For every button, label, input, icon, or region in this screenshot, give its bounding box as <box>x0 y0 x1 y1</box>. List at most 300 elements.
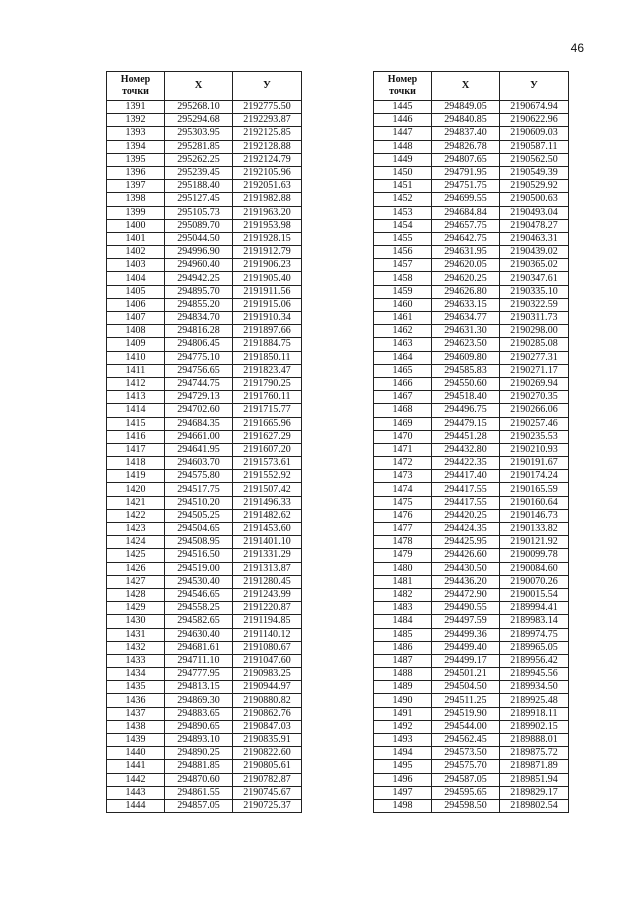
point-number-cell: 1487 <box>374 654 432 667</box>
table-row <box>107 417 302 430</box>
y-coordinate-cell: 2191665.96 <box>233 417 302 430</box>
y-coordinate-cell: 2191507.42 <box>233 483 302 496</box>
x-coordinate-cell: 294626.80 <box>432 285 500 298</box>
y-coordinate-cell: 2191496.33 <box>233 496 302 509</box>
y-coordinate-cell: 2191453.60 <box>233 523 302 536</box>
y-coordinate-cell: 2190782.87 <box>233 773 302 786</box>
x-coordinate-cell: 294744.75 <box>165 377 233 390</box>
y-coordinate-cell: 2189974.75 <box>500 628 569 641</box>
x-coordinate-cell: 294641.95 <box>165 443 233 456</box>
x-coordinate-cell: 295262.25 <box>165 153 233 166</box>
x-coordinate-cell: 294417.55 <box>432 483 500 496</box>
table-row <box>107 312 302 325</box>
table-row <box>107 602 302 615</box>
point-number-cell: 1468 <box>374 404 432 417</box>
y-coordinate-cell: 2190587.11 <box>500 140 569 153</box>
y-coordinate-cell: 2190847.03 <box>233 720 302 733</box>
x-coordinate-cell: 295188.40 <box>165 180 233 193</box>
point-number-cell: 1421 <box>107 496 165 509</box>
table-row <box>374 799 569 812</box>
page-number: 46 <box>570 41 584 55</box>
y-coordinate-cell: 2190070.26 <box>500 575 569 588</box>
x-coordinate-cell: 294582.65 <box>165 615 233 628</box>
y-coordinate-cell: 2190549.39 <box>500 166 569 179</box>
y-coordinate-cell: 2191220.87 <box>233 602 302 615</box>
table-row <box>374 246 569 259</box>
point-number-cell: 1403 <box>107 259 165 272</box>
y-coordinate-cell: 2191573.61 <box>233 457 302 470</box>
x-coordinate-cell: 294505.25 <box>165 509 233 522</box>
x-coordinate-cell: 294432.80 <box>432 443 500 456</box>
x-coordinate-cell: 294575.70 <box>432 760 500 773</box>
y-coordinate-cell: 2190478.27 <box>500 219 569 232</box>
y-coordinate-cell: 2190745.67 <box>233 786 302 799</box>
x-coordinate-cell: 294775.10 <box>165 351 233 364</box>
table-row <box>374 404 569 417</box>
x-coordinate-cell: 294834.70 <box>165 312 233 325</box>
x-coordinate-cell: 294806.45 <box>165 338 233 351</box>
table-row <box>107 246 302 259</box>
table-row <box>107 694 302 707</box>
table-row <box>374 457 569 470</box>
table-header-row <box>107 72 302 101</box>
table-row <box>107 641 302 654</box>
point-number-cell: 1407 <box>107 312 165 325</box>
x-coordinate-cell: 294546.65 <box>165 588 233 601</box>
y-coordinate-cell: 2190835.91 <box>233 734 302 747</box>
x-coordinate-cell: 295105.73 <box>165 206 233 219</box>
point-number-cell: 1433 <box>107 654 165 667</box>
y-coordinate-cell: 2190725.37 <box>233 799 302 812</box>
x-coordinate-cell: 295303.95 <box>165 127 233 140</box>
point-number-cell: 1480 <box>374 562 432 575</box>
table-row <box>374 127 569 140</box>
point-number-cell: 1464 <box>374 351 432 364</box>
table-row <box>374 549 569 562</box>
point-number-cell: 1396 <box>107 166 165 179</box>
y-coordinate-cell: 2191910.34 <box>233 312 302 325</box>
y-coordinate-cell: 2190174.24 <box>500 470 569 483</box>
x-coordinate-cell: 294699.55 <box>432 193 500 206</box>
x-coordinate-cell: 294544.00 <box>432 720 500 733</box>
point-number-cell: 1406 <box>107 298 165 311</box>
y-coordinate-cell: 2190277.31 <box>500 351 569 364</box>
point-number-cell: 1498 <box>374 799 432 812</box>
point-number-cell: 1496 <box>374 773 432 786</box>
x-coordinate-cell: 294777.95 <box>165 668 233 681</box>
y-coordinate-cell: 2191243.99 <box>233 588 302 601</box>
point-number-cell: 1461 <box>374 312 432 325</box>
table-row <box>374 219 569 232</box>
y-coordinate-cell: 2190609.03 <box>500 127 569 140</box>
x-coordinate-cell: 294870.60 <box>165 773 233 786</box>
point-number-cell: 1439 <box>107 734 165 747</box>
table-row <box>374 734 569 747</box>
x-coordinate-cell: 294426.60 <box>432 549 500 562</box>
table-row <box>107 272 302 285</box>
point-number-cell: 1471 <box>374 443 432 456</box>
y-coordinate-cell: 2190674.94 <box>500 101 569 114</box>
y-coordinate-cell: 2189925.48 <box>500 694 569 707</box>
y-coordinate-cell: 2190439.02 <box>500 246 569 259</box>
y-coordinate-cell: 2191080.67 <box>233 641 302 654</box>
x-coordinate-cell: 294681.61 <box>165 641 233 654</box>
point-number-cell: 1435 <box>107 681 165 694</box>
point-number-cell: 1451 <box>374 180 432 193</box>
table-row <box>107 786 302 799</box>
x-coordinate-cell: 294424.35 <box>432 523 500 536</box>
x-coordinate-cell: 294630.40 <box>165 628 233 641</box>
x-coordinate-cell: 294711.10 <box>165 654 233 667</box>
table-row <box>374 351 569 364</box>
y-coordinate-cell: 2189802.54 <box>500 799 569 812</box>
table-row <box>107 681 302 694</box>
table-row <box>374 747 569 760</box>
point-number-cell: 1486 <box>374 641 432 654</box>
y-coordinate-cell: 2191823.47 <box>233 364 302 377</box>
x-coordinate-cell: 294585.83 <box>432 364 500 377</box>
y-coordinate-cell: 2191482.62 <box>233 509 302 522</box>
x-coordinate-cell: 294598.50 <box>432 799 500 812</box>
table-row <box>374 470 569 483</box>
x-coordinate-cell: 294791.95 <box>432 166 500 179</box>
table-row <box>107 391 302 404</box>
x-coordinate-cell: 294508.95 <box>165 536 233 549</box>
table-row <box>374 114 569 127</box>
y-coordinate-cell: 2190235.53 <box>500 430 569 443</box>
y-coordinate-cell: 2191963.20 <box>233 206 302 219</box>
point-number-cell: 1476 <box>374 509 432 522</box>
point-number-cell: 1474 <box>374 483 432 496</box>
x-coordinate-cell: 294417.55 <box>432 496 500 509</box>
table-row <box>107 457 302 470</box>
x-coordinate-cell: 294642.75 <box>432 232 500 245</box>
table-row <box>374 641 569 654</box>
point-number-cell: 1456 <box>374 246 432 259</box>
y-coordinate-cell: 2190983.25 <box>233 668 302 681</box>
point-number-cell: 1457 <box>374 259 432 272</box>
point-number-cell: 1458 <box>374 272 432 285</box>
table-row <box>107 404 302 417</box>
table-row <box>374 681 569 694</box>
x-coordinate-cell: 294623.50 <box>432 338 500 351</box>
x-coordinate-cell: 294634.77 <box>432 312 500 325</box>
coordinates-table-right <box>373 71 569 813</box>
y-coordinate-cell: 2189888.01 <box>500 734 569 747</box>
header-point-number <box>107 72 165 101</box>
x-coordinate-cell: 294422.35 <box>432 457 500 470</box>
x-coordinate-cell: 294807.65 <box>432 153 500 166</box>
table-row <box>374 786 569 799</box>
x-coordinate-cell: 294499.17 <box>432 654 500 667</box>
y-coordinate-cell: 2189983.14 <box>500 615 569 628</box>
point-number-cell: 1437 <box>107 707 165 720</box>
table-row <box>107 285 302 298</box>
x-coordinate-cell: 294603.70 <box>165 457 233 470</box>
x-coordinate-cell: 294417.40 <box>432 470 500 483</box>
table-row <box>107 219 302 232</box>
point-number-cell: 1409 <box>107 338 165 351</box>
point-number-cell: 1393 <box>107 127 165 140</box>
table-row <box>107 615 302 628</box>
x-coordinate-cell: 294893.10 <box>165 734 233 747</box>
table-row <box>107 668 302 681</box>
y-coordinate-cell: 2191047.60 <box>233 654 302 667</box>
point-number-cell: 1440 <box>107 747 165 760</box>
table-row <box>374 272 569 285</box>
x-coordinate-cell: 294960.40 <box>165 259 233 272</box>
y-coordinate-cell: 2191194.85 <box>233 615 302 628</box>
table-row <box>374 483 569 496</box>
table-row <box>107 232 302 245</box>
y-coordinate-cell: 2190121.92 <box>500 536 569 549</box>
header-y: У <box>233 72 302 101</box>
point-number-cell: 1481 <box>374 575 432 588</box>
point-number-cell: 1391 <box>107 101 165 114</box>
point-number-cell: 1465 <box>374 364 432 377</box>
table-row <box>107 562 302 575</box>
point-number-cell: 1443 <box>107 786 165 799</box>
table-row <box>374 536 569 549</box>
y-coordinate-cell: 2190298.00 <box>500 325 569 338</box>
y-coordinate-cell: 2191905.40 <box>233 272 302 285</box>
point-number-cell: 1436 <box>107 694 165 707</box>
table-row <box>107 325 302 338</box>
y-coordinate-cell: 2190165.59 <box>500 483 569 496</box>
header-y: У <box>500 72 569 101</box>
point-number-cell: 1495 <box>374 760 432 773</box>
x-coordinate-cell: 294813.15 <box>165 681 233 694</box>
point-number-cell: 1475 <box>374 496 432 509</box>
y-coordinate-cell: 2191928.15 <box>233 232 302 245</box>
x-coordinate-cell: 295089.70 <box>165 219 233 232</box>
point-number-cell: 1408 <box>107 325 165 338</box>
y-coordinate-cell: 2190257.46 <box>500 417 569 430</box>
point-number-cell: 1411 <box>107 364 165 377</box>
x-coordinate-cell: 294890.65 <box>165 720 233 733</box>
header-point-number <box>374 72 432 101</box>
table-row <box>107 734 302 747</box>
x-coordinate-cell: 294620.05 <box>432 259 500 272</box>
x-coordinate-cell: 294869.30 <box>165 694 233 707</box>
table-row <box>374 338 569 351</box>
table-row <box>107 153 302 166</box>
table-row <box>374 496 569 509</box>
x-coordinate-cell: 294573.50 <box>432 747 500 760</box>
x-coordinate-cell: 294504.50 <box>432 681 500 694</box>
table-row <box>374 259 569 272</box>
table-row <box>374 575 569 588</box>
header-x: X <box>165 72 233 101</box>
table-row <box>374 312 569 325</box>
point-number-cell: 1460 <box>374 298 432 311</box>
table-row <box>107 549 302 562</box>
table-row <box>107 760 302 773</box>
y-coordinate-cell: 2191790.25 <box>233 377 302 390</box>
table-row <box>374 391 569 404</box>
point-number-cell: 1430 <box>107 615 165 628</box>
x-coordinate-cell: 294751.75 <box>432 180 500 193</box>
y-coordinate-cell: 2190311.73 <box>500 312 569 325</box>
point-number-cell: 1497 <box>374 786 432 799</box>
x-coordinate-cell: 294575.80 <box>165 470 233 483</box>
table-row <box>374 140 569 153</box>
point-number-cell: 1478 <box>374 536 432 549</box>
header-point-number-line1: Номер <box>387 74 418 85</box>
x-coordinate-cell: 294516.50 <box>165 549 233 562</box>
y-coordinate-cell: 2190335.10 <box>500 285 569 298</box>
x-coordinate-cell: 295044.50 <box>165 232 233 245</box>
y-coordinate-cell: 2192293.87 <box>233 114 302 127</box>
y-coordinate-cell: 2189875.72 <box>500 747 569 760</box>
x-coordinate-cell: 294631.95 <box>432 246 500 259</box>
y-coordinate-cell: 2191911.56 <box>233 285 302 298</box>
header-point-number-line1: Номер <box>120 74 151 85</box>
y-coordinate-cell: 2191897.66 <box>233 325 302 338</box>
point-number-cell: 1489 <box>374 681 432 694</box>
table-row <box>107 206 302 219</box>
y-coordinate-cell: 2190822.60 <box>233 747 302 760</box>
point-number-cell: 1479 <box>374 549 432 562</box>
table-row <box>374 443 569 456</box>
x-coordinate-cell: 294816.28 <box>165 325 233 338</box>
x-coordinate-cell: 294490.55 <box>432 602 500 615</box>
header-point-number-line2: точки <box>122 86 149 97</box>
table-row <box>107 470 302 483</box>
table-row <box>107 114 302 127</box>
x-coordinate-cell: 295281.85 <box>165 140 233 153</box>
x-coordinate-cell: 294840.85 <box>432 114 500 127</box>
coordinates-table-left-body <box>107 101 302 813</box>
table-row <box>374 417 569 430</box>
x-coordinate-cell: 294849.05 <box>432 101 500 114</box>
y-coordinate-cell: 2189918.11 <box>500 707 569 720</box>
y-coordinate-cell: 2191912.79 <box>233 246 302 259</box>
x-coordinate-cell: 294425.95 <box>432 536 500 549</box>
x-coordinate-cell: 294857.05 <box>165 799 233 812</box>
point-number-cell: 1493 <box>374 734 432 747</box>
table-row <box>107 443 302 456</box>
point-number-cell: 1463 <box>374 338 432 351</box>
table-row <box>374 694 569 707</box>
y-coordinate-cell: 2190562.50 <box>500 153 569 166</box>
y-coordinate-cell: 2192124.79 <box>233 153 302 166</box>
table-row <box>374 206 569 219</box>
y-coordinate-cell: 2191760.11 <box>233 391 302 404</box>
x-coordinate-cell: 294436.20 <box>432 575 500 588</box>
point-number-cell: 1431 <box>107 628 165 641</box>
table-row <box>107 773 302 786</box>
point-number-cell: 1412 <box>107 377 165 390</box>
point-number-cell: 1444 <box>107 799 165 812</box>
x-coordinate-cell: 294826.78 <box>432 140 500 153</box>
x-coordinate-cell: 294511.25 <box>432 694 500 707</box>
table-row <box>374 654 569 667</box>
y-coordinate-cell: 2190880.82 <box>233 694 302 707</box>
y-coordinate-cell: 2189945.56 <box>500 668 569 681</box>
table-row <box>107 707 302 720</box>
point-number-cell: 1446 <box>374 114 432 127</box>
y-coordinate-cell: 2190146.73 <box>500 509 569 522</box>
table-row <box>107 259 302 272</box>
table-row <box>107 509 302 522</box>
table-row <box>107 654 302 667</box>
x-coordinate-cell: 294633.15 <box>432 298 500 311</box>
coordinates-table-left <box>106 71 302 813</box>
x-coordinate-cell: 294620.25 <box>432 272 500 285</box>
table-row <box>374 628 569 641</box>
point-number-cell: 1392 <box>107 114 165 127</box>
x-coordinate-cell: 294861.55 <box>165 786 233 799</box>
point-number-cell: 1488 <box>374 668 432 681</box>
table-row <box>374 153 569 166</box>
x-coordinate-cell: 294504.65 <box>165 523 233 536</box>
point-number-cell: 1425 <box>107 549 165 562</box>
point-number-cell: 1402 <box>107 246 165 259</box>
y-coordinate-cell: 2191906.23 <box>233 259 302 272</box>
table-row <box>374 193 569 206</box>
table-row <box>374 602 569 615</box>
y-coordinate-cell: 2189994.41 <box>500 602 569 615</box>
point-number-cell: 1472 <box>374 457 432 470</box>
table-row <box>107 575 302 588</box>
header-point-number-line2: точки <box>389 86 416 97</box>
point-number-cell: 1492 <box>374 720 432 733</box>
table-row <box>374 760 569 773</box>
y-coordinate-cell: 2191607.20 <box>233 443 302 456</box>
y-coordinate-cell: 2190805.61 <box>233 760 302 773</box>
table-row <box>107 628 302 641</box>
x-coordinate-cell: 295239.45 <box>165 166 233 179</box>
x-coordinate-cell: 294942.25 <box>165 272 233 285</box>
point-number-cell: 1420 <box>107 483 165 496</box>
point-number-cell: 1414 <box>107 404 165 417</box>
point-number-cell: 1404 <box>107 272 165 285</box>
x-coordinate-cell: 294420.25 <box>432 509 500 522</box>
x-coordinate-cell: 295294.68 <box>165 114 233 127</box>
x-coordinate-cell: 294496.75 <box>432 404 500 417</box>
point-number-cell: 1410 <box>107 351 165 364</box>
table-row <box>374 364 569 377</box>
y-coordinate-cell: 2192128.88 <box>233 140 302 153</box>
y-coordinate-cell: 2191552.92 <box>233 470 302 483</box>
table-row <box>374 298 569 311</box>
point-number-cell: 1428 <box>107 588 165 601</box>
x-coordinate-cell: 294729.13 <box>165 391 233 404</box>
table-row <box>374 707 569 720</box>
x-coordinate-cell: 294501.21 <box>432 668 500 681</box>
table-row <box>107 720 302 733</box>
point-number-cell: 1455 <box>374 232 432 245</box>
point-number-cell: 1491 <box>374 707 432 720</box>
x-coordinate-cell: 294499.40 <box>432 641 500 654</box>
y-coordinate-cell: 2190015.54 <box>500 588 569 601</box>
y-coordinate-cell: 2190084.60 <box>500 562 569 575</box>
x-coordinate-cell: 294430.50 <box>432 562 500 575</box>
point-number-cell: 1447 <box>374 127 432 140</box>
y-coordinate-cell: 2190347.61 <box>500 272 569 285</box>
point-number-cell: 1434 <box>107 668 165 681</box>
y-coordinate-cell: 2189871.89 <box>500 760 569 773</box>
point-number-cell: 1415 <box>107 417 165 430</box>
table-row <box>374 232 569 245</box>
point-number-cell: 1467 <box>374 391 432 404</box>
table-row <box>374 509 569 522</box>
table-row <box>107 364 302 377</box>
point-number-cell: 1459 <box>374 285 432 298</box>
x-coordinate-cell: 294479.15 <box>432 417 500 430</box>
point-number-cell: 1442 <box>107 773 165 786</box>
